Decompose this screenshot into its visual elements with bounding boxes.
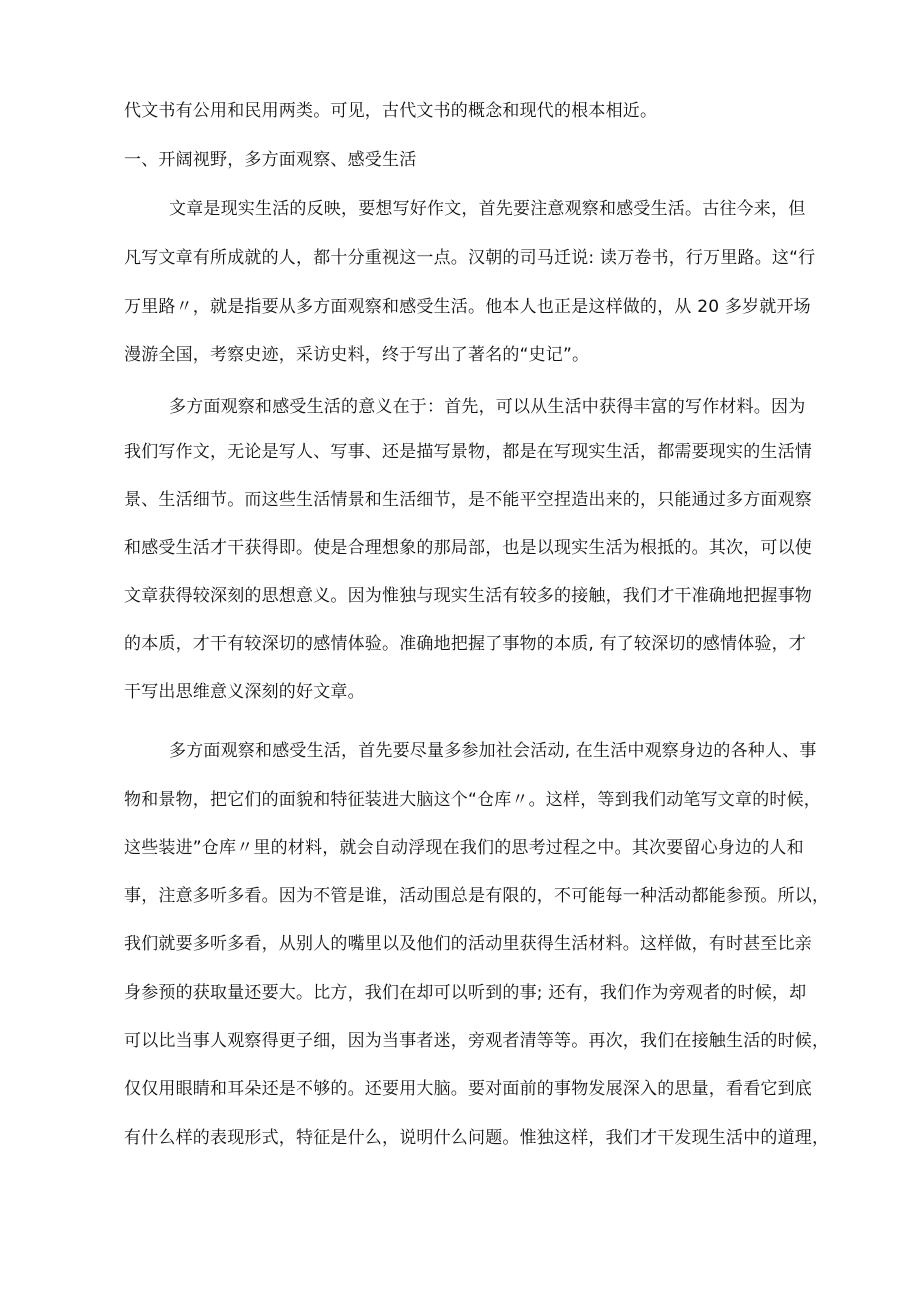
paragraph-2-text: 景、生活细节。而这些生活情景和生活细节，是不能平空捏造出来的，只能通过多方面观察 [124,490,812,510]
paragraph-2-text: 干写出思维意义深刻的好文章。 [124,682,365,702]
paragraph-3-text: 物和景物，把它们的面貌和特征装进大脑这个“仓库〃。这样，等到我们动笔写文章的时候， [124,790,822,810]
paragraph-2-line [0,395,920,419]
paragraph-3-line [0,739,920,763]
paragraph-3-line [0,932,920,956]
paragraph-1-text: 文章是现实生活的反映，要想写好作文，首先要注意观察和感受生活。古往今来，但 [169,199,806,219]
paragraph-2-line [0,632,920,656]
paragraph-1-text: 万里路〃，就是指要从多方面观察和感受生活。他本人也正是这样做的，从 20 多岁就开场 [124,297,811,317]
paragraph-3-line [0,836,920,860]
paragraph-3-line [0,1077,920,1101]
paragraph-2-text: 的本质，才干有较深切的感情体验。准确地把握了事物的本质, 有了较深切的感情体验，才 [124,634,807,654]
paragraph-3-text: 可以比当事人观察得更子细，因为当事者迷，旁观者清等等。再次，我们在接触生活的时候， [124,1031,830,1051]
intro-text: 代文书有公用和民用两类。可见，古代文书的概念和现代的根本相近。 [124,101,658,121]
paragraph-2-text: 文章获得较深刻的思想意义。因为惟独与现实生活有较多的接触，我们才干准确地把握事物 [124,586,812,606]
paragraph-1-line [0,246,920,270]
paragraph-1-line [0,295,920,319]
paragraph-1-line [0,343,920,367]
paragraph-3-text: 这些装进”仓库〃里的材料，就会自动浮现在我们的思考过程之中。其次要留心身边的人和 [124,838,804,858]
paragraph-2-line [0,536,920,560]
paragraph-2-text: 和感受生活才干获得即。使是合理想象的那局部，也是以现实生活为根抵的。其次，可以使 [124,538,812,558]
paragraph-3-text: 我们就要多听多看，从别人的嘴里以及他们的活动里获得生活材料。这样做，有时甚至比亲 [124,934,812,954]
paragraph-3-text: 事，注意多听多看。因为不管是谁，活动围总是有限的，不可能每一种活动都能参预。所以， [124,886,830,906]
paragraph-2-line [0,440,920,464]
paragraph-3-text: 身参预的获取量还要大。比方，我们在却可以听到的事; 还有，我们作为旁观者的时候，却 [124,983,807,1003]
paragraph-1-line [0,197,920,221]
paragraph-2-line [0,680,920,704]
section-heading [0,148,920,172]
paragraph-3-text: 多方面观察和感受生活，首先要尽量多参加社会活动, 在生活中观察身边的各种人、事 [169,741,817,761]
section-heading-text: 一、开阔视野，多方面观察、感受生活 [124,150,417,170]
paragraph-3-line [0,1126,920,1150]
intro-line [0,99,920,123]
paragraph-3-line [0,788,920,812]
paragraph-3-line [0,884,920,908]
paragraph-3-line [0,1029,920,1053]
paragraph-2-line [0,584,920,608]
paragraph-3-text: 仅仅用眼睛和耳朵还是不够的。还要用大脑。要对面前的事物发展深入的思量，看看它到底 [124,1079,812,1099]
paragraph-2-text: 多方面观察和感受生活的意义在于：首先，可以从生活中获得丰富的写作材料。因为 [169,397,806,417]
paragraph-1-text: 漫游全国，考察史迹，采访史料，终于写出了著名的“史记”。 [124,345,590,365]
paragraph-2-text: 我们写作文，无论是写人、写事、还是描写景物，都是在写现实生活，都需要现实的生活情 [124,442,812,462]
paragraph-2-line [0,488,920,512]
paragraph-3-line [0,981,920,1005]
paragraph-3-text: 有什么样的表现形式，特征是什么，说明什么问题。惟独这样，我们才干发现生活中的道理， [124,1128,830,1148]
paragraph-1-text: 凡写文章有所成就的人，都十分重视这一点。汉朝的司马迁说: 读万卷书，行万里路。这“行 [124,248,816,268]
